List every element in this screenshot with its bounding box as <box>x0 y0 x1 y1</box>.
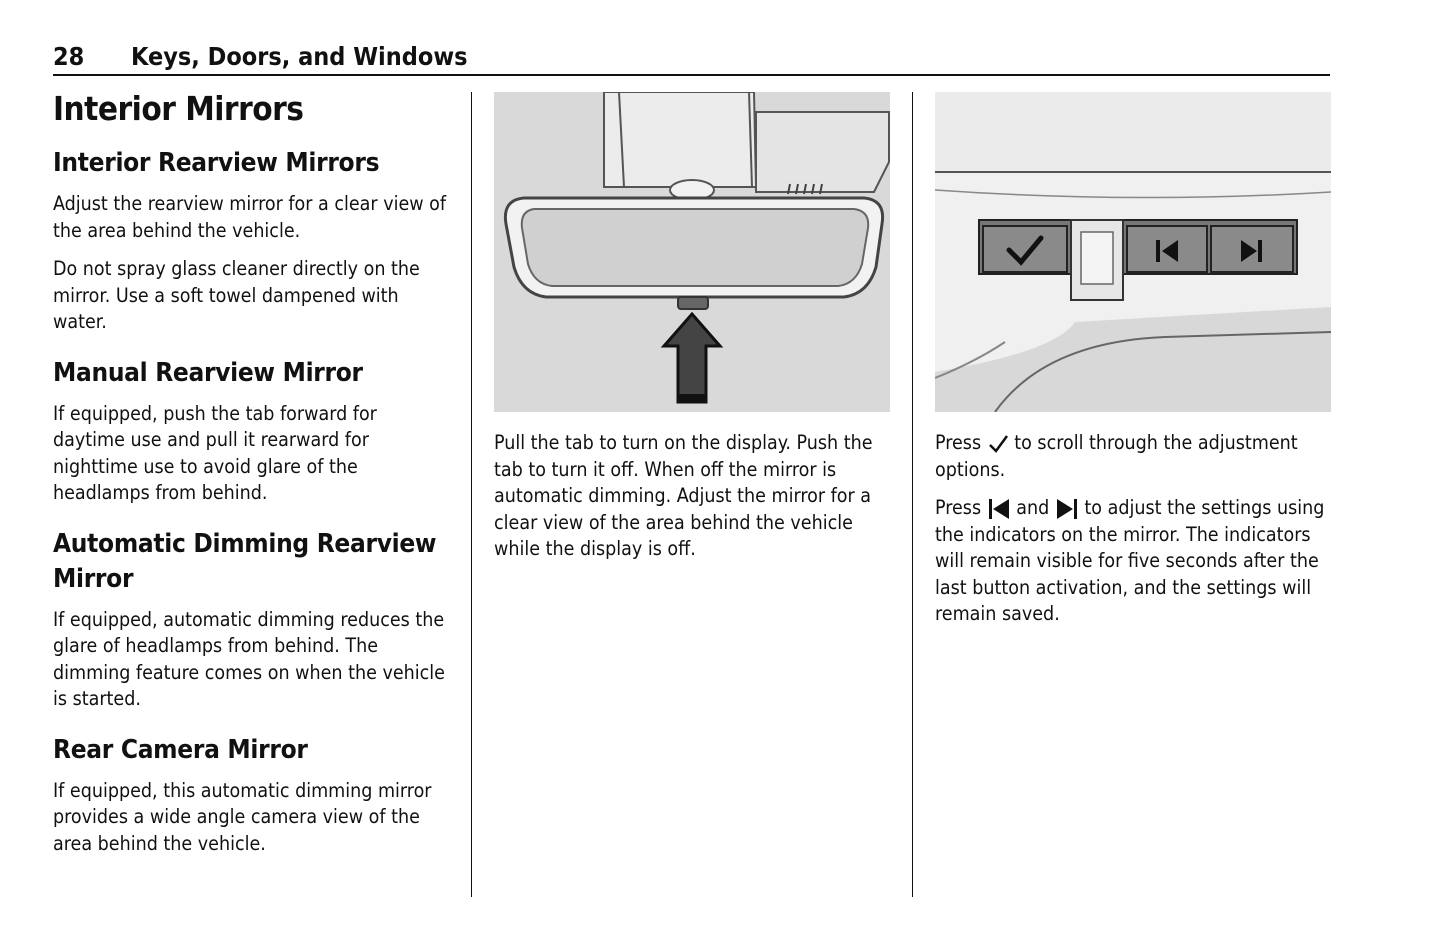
text-scroll: to scroll through the adjustment options. <box>935 431 1298 481</box>
text-press: Press <box>935 431 982 454</box>
mirror-buttons-illustration <box>935 92 1331 412</box>
column-divider <box>471 92 472 897</box>
next-icon <box>1055 497 1079 521</box>
page-header <box>53 40 1330 76</box>
checkmark-icon <box>987 433 1009 455</box>
text-press: Press <box>935 496 982 519</box>
heading-auto-dimming: Automatic Dimming Rearview Mirror <box>53 528 437 594</box>
left-column <box>53 89 453 869</box>
heading-rear-camera: Rear Camera Mirror <box>53 734 308 765</box>
middle-column <box>494 92 890 575</box>
heading-manual-rearview: Manual Rearview Mirror <box>53 357 363 388</box>
instruction-scroll <box>935 430 1331 483</box>
section-title: Keys, Doors, and Windows <box>131 42 468 71</box>
text-adjust: to adjust the settings using the indicators on the mirror. The indicators will remain visible for five seconds after the last button activation, and the settings will remain saved. <box>935 496 1325 625</box>
paragraph: If equipped, push the tab forward for daytime use and pull it rearward for nighttime use to avoid glare of the headlamps from behind. <box>53 401 377 504</box>
page-number: 28 <box>53 42 85 71</box>
figure-caption: Pull the tab to turn on the display. Push the tab to turn it off. When off the mirror is automatic dimming. Adjust the mirror for a clear view of the area behind the vehicle while the display is off. <box>494 431 873 560</box>
paragraph: If equipped, this automatic dimming mirror provides a wide angle camera view of the area behind the vehicle. <box>53 778 432 855</box>
instruction-adjust <box>935 495 1331 628</box>
paragraph: Do not spray glass cleaner directly on the mirror. Use a soft towel dampened with water. <box>53 257 420 333</box>
text-and: and <box>1016 496 1050 519</box>
column-divider <box>912 92 913 897</box>
paragraph: If equipped, automatic dimming reduces the glare of headlamps from behind. The dimming feature comes on when the vehicle is started. <box>53 607 445 710</box>
right-column <box>935 92 1331 640</box>
page-title: Interior Mirrors <box>53 89 304 128</box>
heading-interior-rearview: Interior Rearview Mirrors <box>53 148 380 178</box>
mirror-tab-illustration <box>494 92 890 412</box>
paragraph: Adjust the rearview mirror for a clear view of the area behind the vehicle. <box>53 192 447 242</box>
previous-icon <box>987 497 1011 521</box>
